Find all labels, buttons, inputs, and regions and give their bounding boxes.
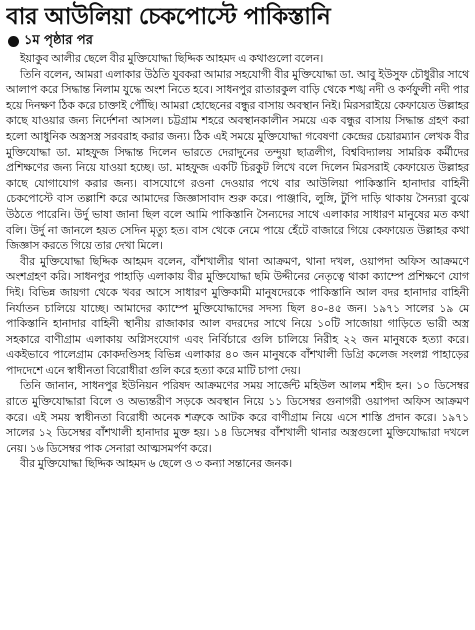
article-headline: বার আউলিয়া চেকপোস্টে পাকিস্তানি [6,4,331,30]
article-paragraph: বীর মুক্তিযোদ্ধা ছিদ্দিক আহমদ ৬ ছেলে ও ৩ কন্যা সন্তানের জনক। [20,457,293,471]
continued-from-label: ১ম পৃষ্ঠার পর [24,33,93,48]
article-paragraph: তিনি জানান, সাধনপুর ইউনিয়ন পরিষদ আক্রমণের সময় সার্জেন্ট মহিউল আলম শহীদ হন। ১০ ডিসেম্বর রাতে মুক্তিযোদ্ধারা বিলে ও অভ্যন্তরীণ সড়কে অবস্থান নিয়ে ১১ ডিসেম্বর গুনাগরী ওয়াপদা অফিস আক্রমণ করে। এই সময় স্বাধীনতা বিরোধী অনেক শত্রুকে আটক করে বাণীগ্রাম নিয়ে এসে শাস্তি প্রদান করে। ১৯৭১ সালের ১২ ডিসেম্বর বাঁশখালী হানাদার মুক্ত হয়। ১৪ ডিসেম্বর বাঁশখালী থানার অস্ত্রগুলো মুক্তিযোদ্ধারা দখলে নেয়। ১৬ ডিসেম্বর পাক সেনারা আত্মসমর্পণ করে। [6,379,469,455]
article-paragraph: ইয়াকুব আলীর ছেলে বীর মুক্তিযোদ্ধা ছিদ্দিক আহমদ এ কথাগুলো বলেন। [20,52,324,65]
article-body [6,51,469,472]
continued-from-line [8,33,469,49]
article-paragraph: তিনি বলেন, আমরা এলাকার উঠতি যুবকরা আমার সহযোগী বীর মুক্তিযোদ্ধা ডা. আবু ইউসুফ চৌধুরীর সাথে আলাপ করে সিদ্ধান্ত নিলাম যুদ্ধে অংশ নিতে হবে। সাধনপুর রাতারকুল বাড়ি থেকে শঙ্খ নদী ও কর্ণফুলী নদী পার হয়ে দিনক্ষণ ঠিক করে চাক্তাই পৌঁছি। আমরা হোছেনের বন্ধুর বাসায় অবস্থান নিই। মিরসরাইয়ে কেফায়েত উল্লাহর কাছে যাওয়ার জন্য নির্দেশনা আসল। চট্টগ্রাম শহরে অবস্থানকালীন সময়ে এক বন্ধুর বাসায় সিদ্ধান্ত গ্রহণ করা হলো আধুনিক অস্ত্রসস্ত্র সরবরাহ করার জন্য। ঠিক এই সময়ে মুক্তিযোদ্ধা গবেষণা কেন্দ্রের চেয়ারম্যান লেখক বীর মুক্তিযোদ্ধা ডা. মাহফুজ সিদ্ধান্ত দিলেন ভারতে দেরাদুনের তন্দুয়া ছাত্রলীগ, বিশ্ববিদ্যালয় সামরিক কর্মীদের প্রশিক্ষণের জন্য নিয়ে যাওয়া হচ্ছে। ডা. মাহফুজ একটি চিরকুট লিখে বলে দিলেন মিরসরাই কেফায়েত উল্লাহর কাছে যোগাযোগ করার জন্য। বাসযোগে রওনা দেওয়ার পথে বার আউলিয়া পাকিস্তানি হানাদার বাহিনী চেকপোস্টে বাস তল্লাশি করে আমাদের জিজ্ঞাসাবাদ শুরু করে। পাঞ্জাবি, লুঙ্গি, টুপি দাড়ি থাকায় সৈন্যরা বুঝে উঠতে পারেনি। উর্দু ভাষা জানা ছিল বলে আমি পাকিস্তানি সৈন্যদের সাথে এলাকার সাধারণ মানুষের মত কথা বলি। উর্দু না জানলে হয়ত সেদিন মৃত্যু হত। বাস থেকে নেমে পায়ে হেঁটে বাজারে গিয়ে কেফায়েত উল্লাহর কথা জিজ্ঞাস করতে গিয়ে তার দেখা মিলে। [6,67,469,253]
article-paragraph: বীর মুক্তিযোদ্ধা ছিদ্দিক আহমদ বলেন, বাঁশখালীর থানা আক্রমণ, থানা দখল, ওয়াপদা অফিস আক্রমণে অংশগ্রহণ করি। সাধনপুর পাহাড়ি এলাকায় বীর মুক্তিযোদ্ধা ছমি উদ্দীনের নেতৃত্বে থাকা ক্যাম্পে প্রশিক্ষণে যোগ দিই। বিভিন্ন জায়গা থেকে খবর আসে সাধারণ মুক্তিকামী মানুষদেরকে পাকিস্তানি আল বদর হানাদার বাহিনী নির্যাতন চালিয়ে যাচ্ছে। আমাদের ক্যাম্পে মুক্তিযোদ্ধাদের সদস্য ছিল ৪০-৪৫ জন। ১৯৭১ সালের ১৯ মে পাকিস্তানি হানাদার বাহিনী স্থানীয় রাজাকার আল বদরদের সাথে নিয়ে ১০টি সাজোয়া গাড়িতে ভারী অস্ত্র সহকারে বাণীগ্রাম এলাকায় অগ্নিসংযোগ এবং নির্বিচারে গুলি চালিয়ে নিরীহ ২২ জন মানুষকে হত্যা করে। একইভাবে পালেগ্রাম কোকদণ্ডিসহ বিভিন্ন এলাকার ৪০ জন মানুষকে বাঁশখালী ডিগ্রি কলেজ সংলগ্ন পাহাড়ের পাদদেশে এনে স্বাধীনতা বিরোধীরা গুলি করে হত্যা করে মাটি চাপা দেয়। [6,254,469,377]
bullet-icon [8,36,19,47]
